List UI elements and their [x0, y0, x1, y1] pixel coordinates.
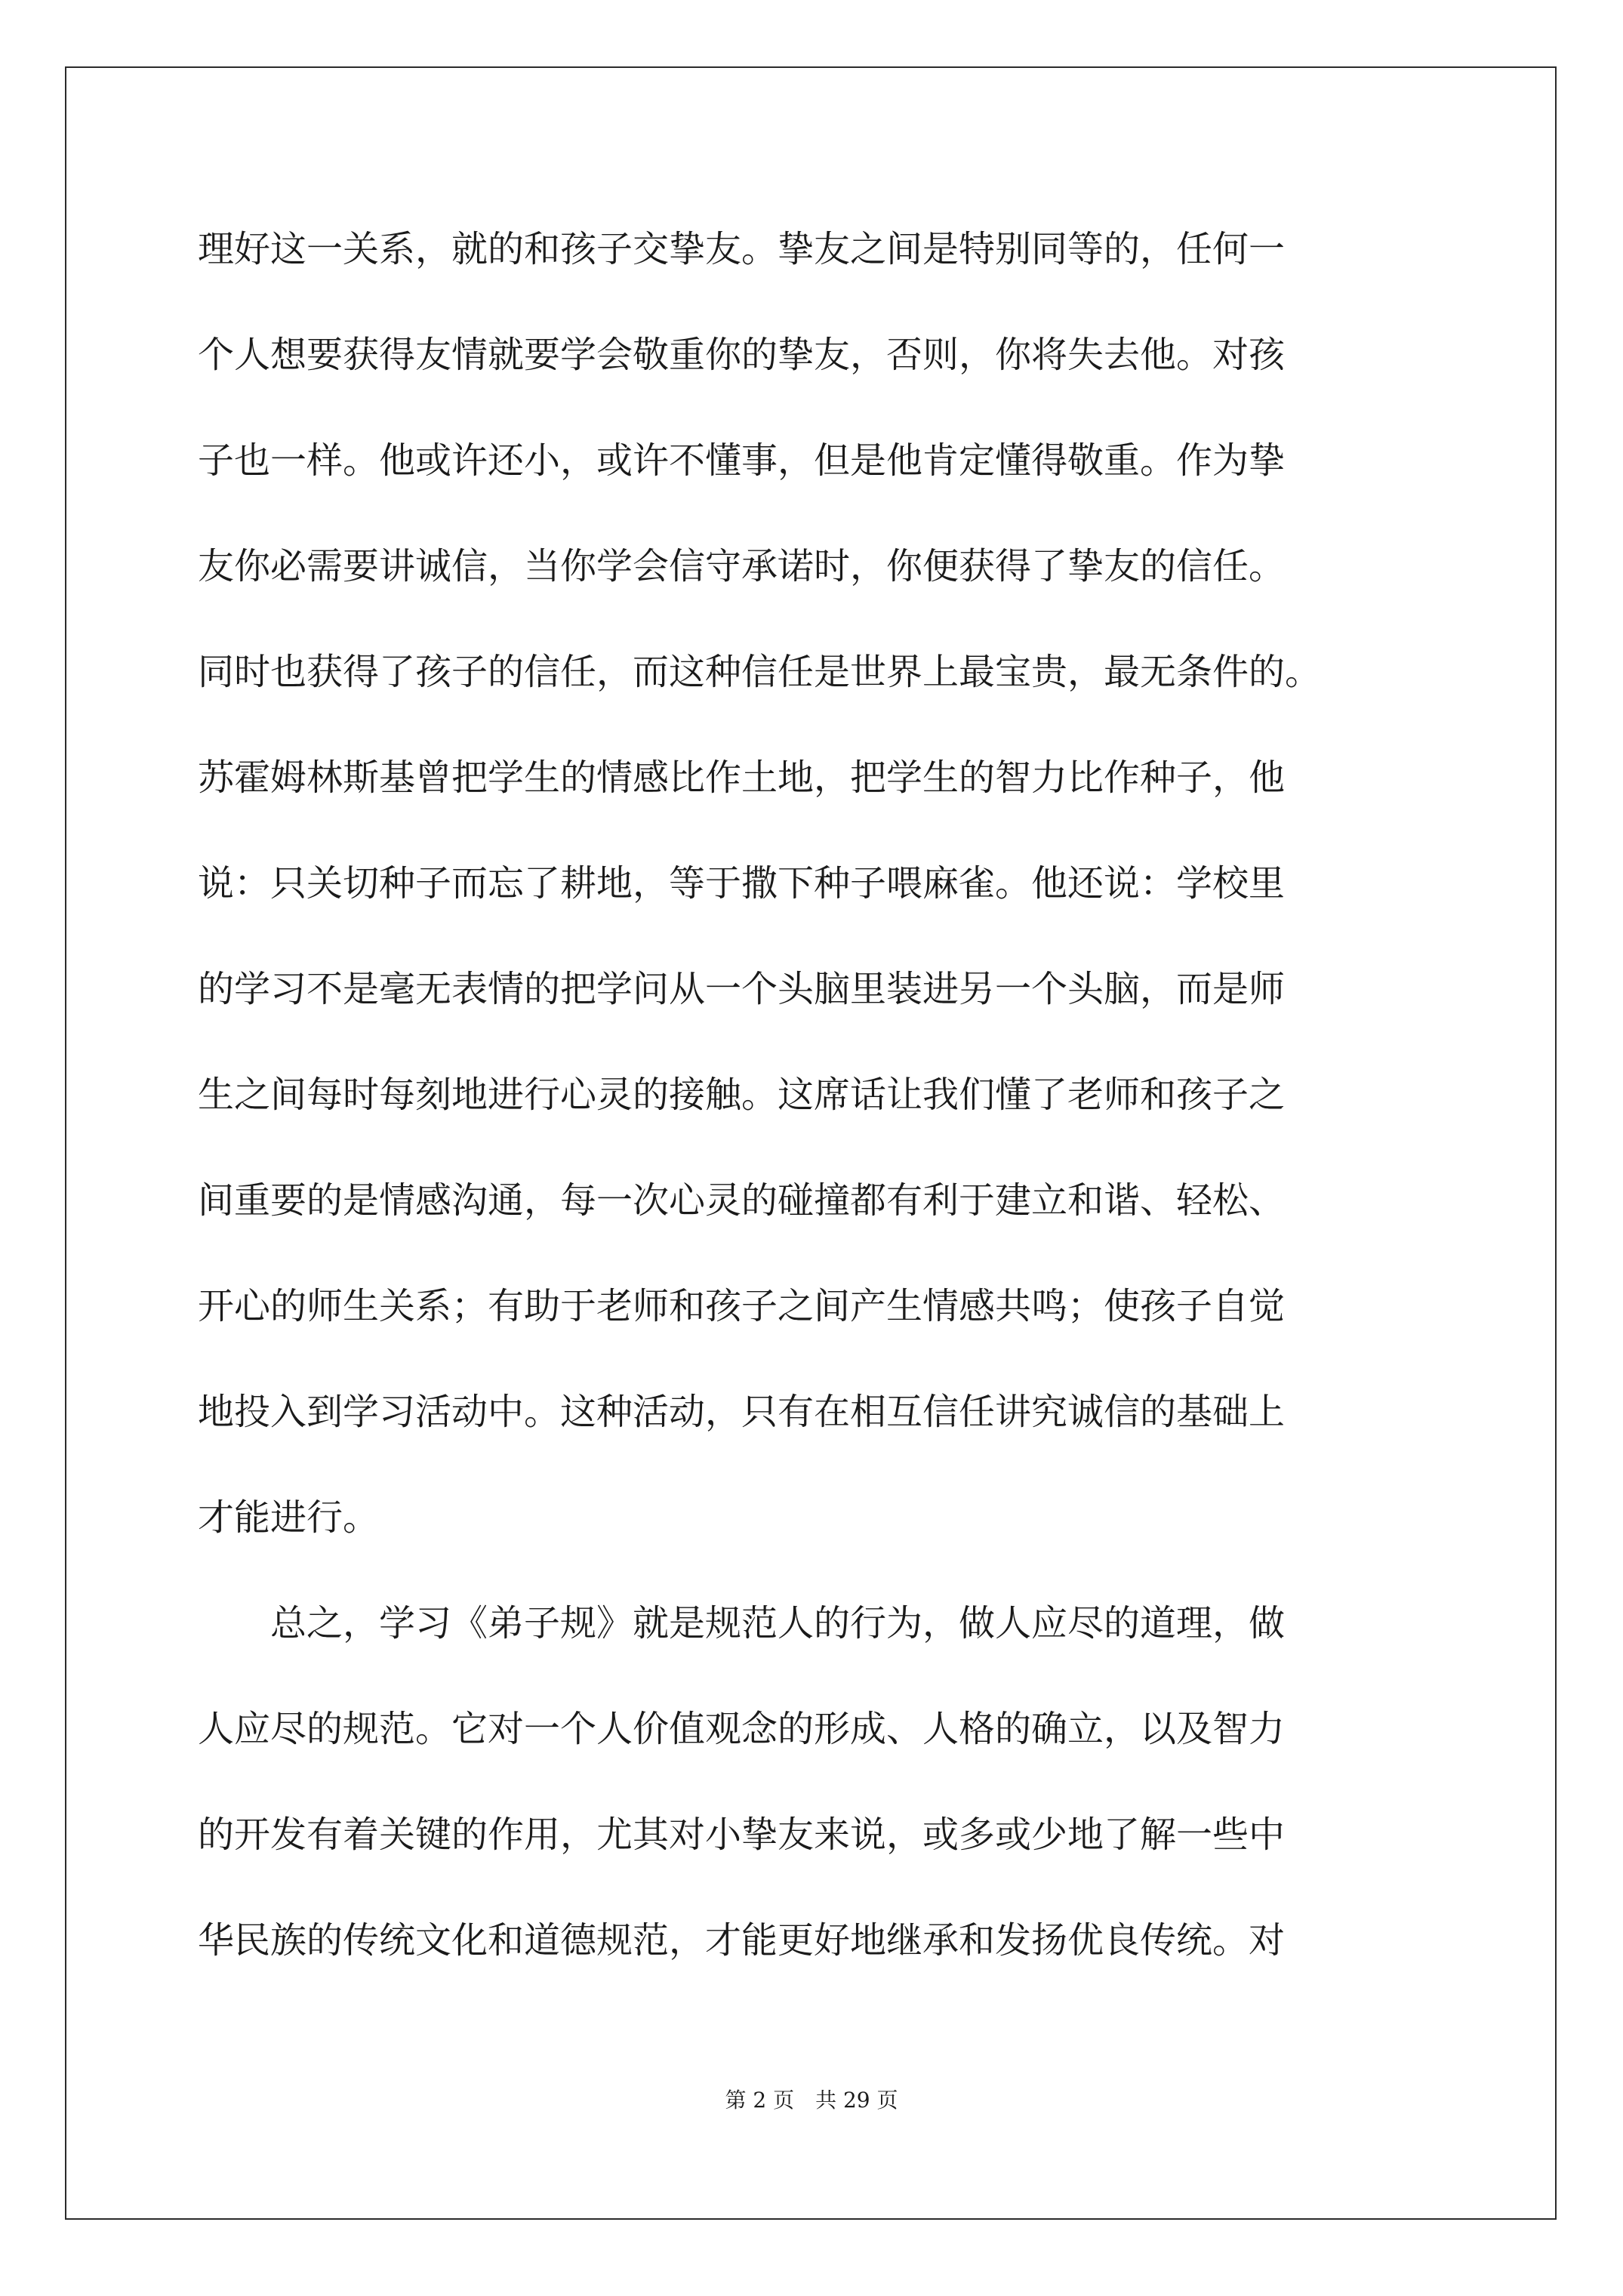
text-line: 的学习不是毫无表情的把学问从一个头脑里装进另一个头脑，而是师 [198, 968, 1286, 1010]
text-line: 子也一样。他或许还小，或许不懂事，但是他肯定懂得敬重。作为挚 [198, 439, 1286, 482]
page-number-footer: 第 2 页 共 29 页 [725, 2088, 898, 2113]
document-body [198, 196, 1436, 1993]
text-line: 友你必需要讲诚信，当你学会信守承诺时，你便获得了挚友的信任。 [198, 545, 1286, 587]
text-line: 间重要的是情感沟通，每一次心灵的碰撞都有利于建立和谐、轻松、 [198, 1179, 1286, 1222]
text-line: 总之，学习《弟子规》就是规范人的行为，做人应尽的道理，做 [198, 1602, 1286, 1644]
text-line: 人应尽的规范。它对一个人价值观念的形成、人格的确立，以及智力 [198, 1708, 1286, 1750]
text-line: 地投入到学习活动中。这种活动，只有在相互信任讲究诚信的基础上 [198, 1391, 1286, 1433]
text-line: 开心的师生关系；有助于老师和孩子之间产生情感共鸣；使孩子自觉 [198, 1285, 1286, 1327]
text-line: 才能进行。 [198, 1496, 380, 1539]
text-line: 的开发有着关键的作用，尤其对小挚友来说，或多或少地了解一些中 [198, 1814, 1286, 1856]
text-line: 华民族的传统文化和道德规范，才能更好地继承和发扬优良传统。对 [198, 1919, 1286, 1962]
text-line: 苏霍姆林斯基曾把学生的情感比作土地，把学生的智力比作种子，他 [198, 757, 1286, 799]
text-line: 同时也获得了孩子的信任，而这种信任是世界上最宝贵，最无条件的。 [198, 651, 1322, 693]
text-line: 生之间每时每刻地进行心灵的接触。这席话让我们懂了老师和孩子之 [198, 1074, 1286, 1116]
text-line: 说：只关切种子而忘了耕地，等于撒下种子喂麻雀。他还说：学校里 [198, 862, 1286, 905]
text-line: 个人想要获得友情就要学会敬重你的挚友，否则，你将失去他。对孩 [198, 334, 1286, 376]
text-line: 理好这一关系，就的和孩子交挚友。挚友之间是特别同等的，任何一 [198, 228, 1286, 270]
